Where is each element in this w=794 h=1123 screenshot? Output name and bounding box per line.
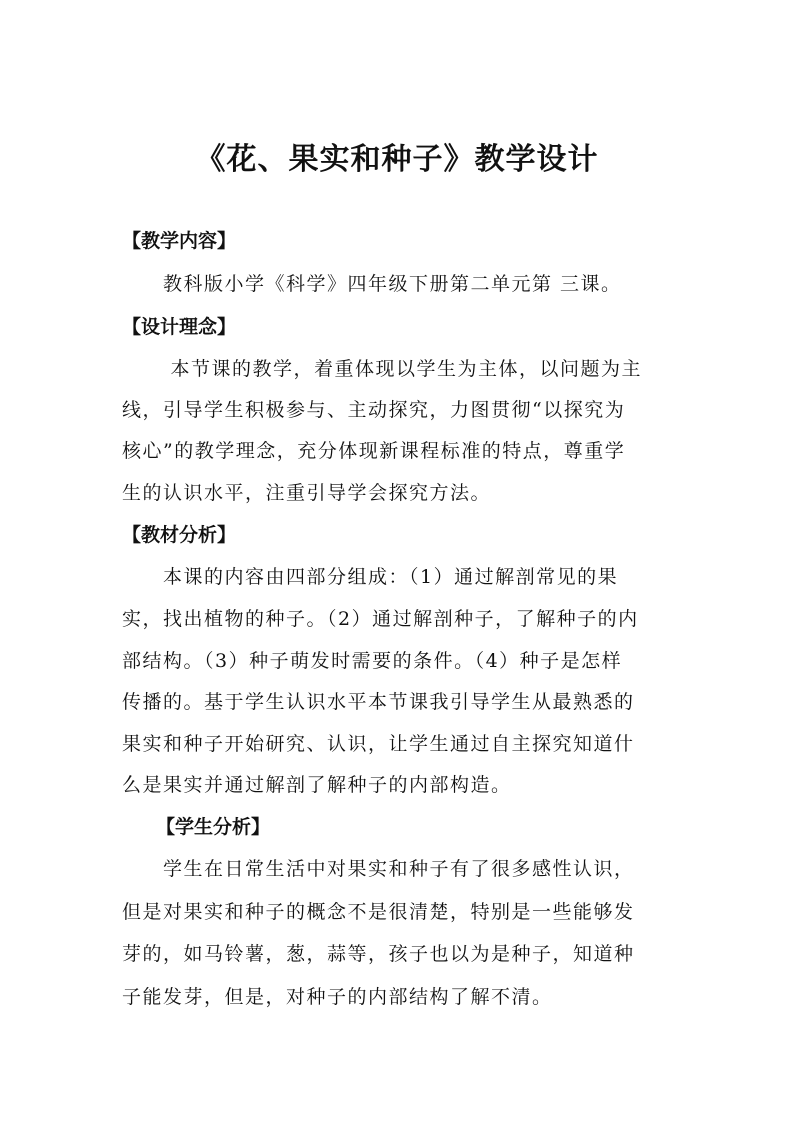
paragraph-line: 实，找出植物的种子。（2）通过解剖种子，了解种子的内 <box>122 608 639 630</box>
section-heading-student-analysis: 【学生分析】 <box>156 816 271 838</box>
paragraph-line: 部结构。（3）种子萌发时需要的条件。（4）种子是怎样 <box>122 650 623 672</box>
paragraph-line: 本课的内容由四部分组成：（1）通过解剖常见的果 <box>163 566 619 588</box>
section-heading-teaching-content: 【教学内容】 <box>122 230 237 252</box>
paragraph-line: 但是对果实和种子的概念不是很清楚，特别是一些能够发 <box>122 901 635 923</box>
paragraph-line: 传播的。基于学生认识水平本节课我引导学生从最熟悉的 <box>122 691 635 713</box>
paragraph-line: 学生在日常生活中对果实和种子有了很多感性认识， <box>163 858 635 880</box>
paragraph-line: 核心”的教学理念，充分体现新课程标准的特点，尊重学 <box>122 440 626 462</box>
paragraph-line: 么是果实并通过解剖了解种子的内部构造。 <box>122 774 512 796</box>
paragraph-line: 本节课的教学，着重体现以学生为主体，以问题为主 <box>163 358 643 380</box>
paragraph-line: 果实和种子开始研究、认识，让学生通过自主探究知道什 <box>122 733 635 755</box>
paragraph-line: 芽的，如马铃薯，葱，蒜等，孩子也以为是种子，知道种 <box>122 943 635 965</box>
section-heading-material-analysis: 【教材分析】 <box>122 524 237 546</box>
section-heading-design-concept: 【设计理念】 <box>122 316 237 338</box>
paragraph-line: 生的认识水平，注重引导学会探究方法。 <box>122 482 492 504</box>
paragraph-line: 教科版小学《科学》四年级下册第二单元第 三课。 <box>163 273 622 295</box>
document-title: 《花、果实和种子》教学设计 <box>195 142 599 177</box>
paragraph-line: 子能发芽，但是，对种子的内部结构了解不清。 <box>122 986 553 1008</box>
paragraph-line: 线，引导学生积极参与、主动探究，力图贯彻“以探究为 <box>122 399 626 421</box>
